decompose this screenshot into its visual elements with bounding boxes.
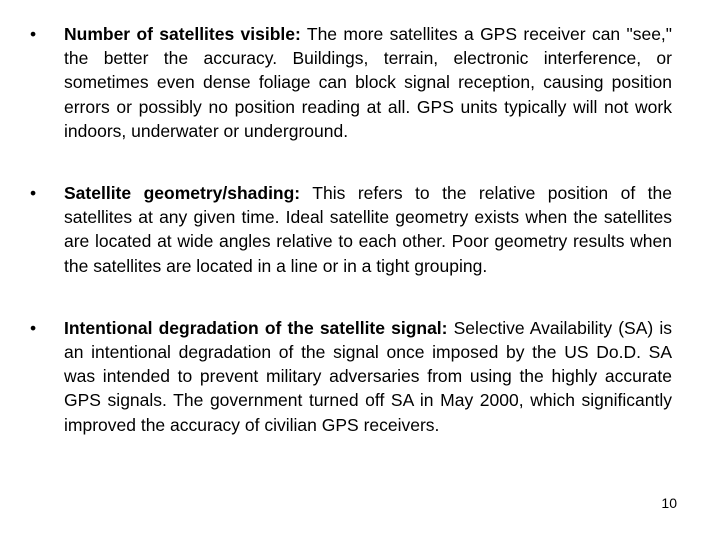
bullet-list xyxy=(30,22,672,475)
bullet-marker: • xyxy=(30,317,37,338)
bullet-term: Intentional degradation of the satellite signal: xyxy=(64,317,448,338)
bullet-text: The more satellites a GPS receiver can "see," the better the accuracy. Buildings, terrain, electronic interference, or sometimes even dense foliage can block signal reception, causing position errors or possibly no position reading at all. GPS units typically will not work indoors, underwater or underground. xyxy=(64,24,672,141)
page-number: 10 xyxy=(661,495,677,511)
bullet-marker: • xyxy=(30,24,37,44)
bullet-item-intentional-degradation xyxy=(30,316,672,437)
bullet-text: Selective Availability (SA) is an intentional degradation of the signal once imposed by the US Do.D. SA was intended to prevent military adversaries from using the highly accurate GPS signals. The government turned off SA in May 2000, which significantly improved the accuracy of civilian GPS receivers. xyxy=(64,317,672,435)
bullet-item-satellite-geometry xyxy=(30,181,672,278)
bullet-term: Satellite geometry/shading: xyxy=(64,183,301,204)
bullet-marker: • xyxy=(30,183,37,204)
bullet-text: This refers to the relative position of the satellites at any given time. Ideal satellite geometry exists when the satellites are located at wide angles relative to each other. Poor geometry results when the satellites are located in a line or in a tight grouping. xyxy=(64,183,672,276)
bullet-term: Number of satellites visible: xyxy=(64,24,301,44)
bullet-item-satellites-visible xyxy=(30,22,672,143)
